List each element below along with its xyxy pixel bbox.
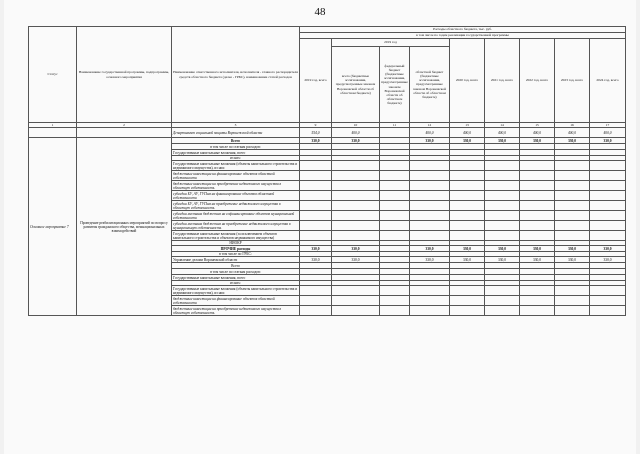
obl-budget-header: областной бюджет (бюджетные ассигнования, предусмотренные законом Воронежской области об областном бюджете) [410,47,450,123]
value-cell [520,211,555,221]
value-cell [485,191,520,201]
value-cell [450,171,485,181]
value-cell [590,296,626,306]
value-cell: 554,0 [300,128,332,138]
value-cell [520,201,555,211]
value-cell [300,296,332,306]
value-cell [300,161,332,171]
measure-name: Проведение реабилитационных мероприятий по вопросу развития гражданского общества, межнациональных взаимодействий [77,138,172,316]
value-cell [300,171,332,181]
row-label: субсидии БУ, АУ, ГУПам на приобретение недвижимого имущества в областную собственность [172,201,300,211]
value-cell [590,201,626,211]
year-2020-header: 2020 год, всего [450,39,485,123]
department-label: Департамент социальной защиты Воронежской области [172,128,300,138]
value-cell: 330,0 [555,246,590,252]
value-cell: 330,0 [485,246,520,252]
value-cell [300,231,332,241]
measure-status: Основное мероприятие 7 [29,138,77,316]
table-header [29,27,626,128]
value-cell [332,286,380,296]
year-2022-header: 2022 год, всего [520,39,555,123]
value-cell [590,231,626,241]
value-cell [332,161,380,171]
value-cell [410,231,450,241]
budget-table [28,26,626,316]
value-cell [485,181,520,191]
value-cell [450,231,485,241]
value-cell [380,171,410,181]
value-cell [450,211,485,221]
value-cell [332,181,380,191]
row-label: Государственные капитальные вложения (объекты капитального строительства и недвижимого имущества), из них: [172,161,300,171]
col-number: 9 [300,123,332,128]
value-cell [410,171,450,181]
value-cell [590,181,626,191]
year-2023-header: 2023 год, всего [555,39,590,123]
value-cell [450,181,485,191]
value-cell: 330,0 [410,257,450,263]
row-label: в том числе по статьям расходов: [172,144,300,150]
row-label: НИОКР [172,241,300,246]
value-cell [300,221,332,231]
value-cell [555,231,590,241]
value-cell [380,221,410,231]
value-cell [485,211,520,221]
program-header: Наименование государственной программы, подпрограммы, основного мероприятия [77,27,172,123]
value-cell [450,286,485,296]
value-cell [380,306,410,316]
value-cell [485,221,520,231]
row-label: из них: [172,156,300,161]
value-cell [380,231,410,241]
value-cell [380,191,410,201]
page-number: 48 [314,6,326,18]
value-cell [555,201,590,211]
col-number: 16 [555,123,590,128]
fed-source-header: всего (бюджетные ассигнования, предусмотренные законом Воронежской области об областном бюджете) [332,47,380,123]
row-label: субсидии БУ, АУ, ГУПам на финансирование объектов областной собственности [172,191,300,201]
value-cell [450,201,485,211]
value-cell: 330,0 [450,257,485,263]
value-cell [410,286,450,296]
value-cell: 330,0 [520,138,555,144]
row-label: Управление делами Воронежской области [172,257,300,263]
value-cell: 400,0 [332,128,380,138]
value-cell [520,296,555,306]
value-cell [520,286,555,296]
executor-header: Наименование ответственного исполнителя, исполнителя - главного распорядителя средств областного бюджета (далее - ГРБС), наименование статей расходов [172,27,300,123]
value-cell [520,181,555,191]
value-cell: 330,0 [590,257,626,263]
value-cell [590,286,626,296]
value-cell: 330,0 [332,138,380,144]
value-cell: 400,0 [590,128,626,138]
value-cell [590,211,626,221]
department-row [29,128,626,138]
value-cell [380,201,410,211]
value-cell [300,286,332,296]
col-number: 1 [29,123,77,128]
value-cell [485,161,520,171]
col-number: 3 [172,123,300,128]
value-cell [410,296,450,306]
value-cell [380,161,410,171]
value-cell [520,161,555,171]
value-cell [332,231,380,241]
value-cell [410,161,450,171]
value-cell [410,191,450,201]
row-label: субсидии местным бюджетам на приобретение недвижимого имущества в муниципальную собственность [172,221,300,231]
value-cell [590,161,626,171]
value-cell [590,221,626,231]
value-cell [300,211,332,221]
value-cell: 330,0 [300,138,332,144]
row-label: бюджетные инвестиции на приобретение недвижимого имущества в областную собственность [172,181,300,191]
value-cell [380,211,410,221]
value-cell [485,296,520,306]
row-label: бюджетные инвестиции на приобретение недвижимого имущества в областную собственность [172,306,300,316]
value-cell [450,306,485,316]
col-number: 13 [450,123,485,128]
year-2019-header: 2019 год [332,39,450,47]
value-cell [300,191,332,201]
value-cell: 330,0 [410,138,450,144]
document-page [4,0,636,454]
col-number: 2 [77,123,172,128]
col-number: 12 [410,123,450,128]
status-header: Статус [29,27,77,123]
value-cell [300,181,332,191]
value-cell: 330,0 [410,246,450,252]
value-cell [520,306,555,316]
value-cell [590,191,626,201]
value-cell: 330,0 [555,257,590,263]
value-cell [450,161,485,171]
row-label: Государственные капитальные вложения, всего [172,150,300,156]
value-cell: 330,0 [300,246,332,252]
value-cell: 400,0 [485,128,520,138]
value-cell: 400,0 [450,128,485,138]
value-cell [332,201,380,211]
value-cell [555,296,590,306]
value-cell [410,211,450,221]
row-label: бюджетные инвестиции на финансирование объектов областной собственности [172,171,300,181]
year-2024-header: 2024 год, всего [590,39,626,123]
row-label: ПРОЧИЕ расходы [172,246,300,252]
value-cell [332,171,380,181]
value-cell [300,306,332,316]
row-label: Государственные капитальные вложения (за исключением объектов капитального строительства и объектов недвижимого имущества) [172,231,300,241]
col-number: 11 [380,123,410,128]
value-cell: 400,0 [520,128,555,138]
value-cell [410,181,450,191]
value-cell [555,306,590,316]
fed-budget-header: федеральный бюджет (бюджетные ассигнования, предусмотренные законом Воронежской области об областном бюджете) [380,47,410,123]
table-body [29,128,626,316]
value-cell [380,286,410,296]
value-cell [555,181,590,191]
value-cell [450,296,485,306]
col-number: 14 [485,123,520,128]
row-label: Всего [172,138,300,144]
value-cell [410,306,450,316]
value-cell [380,296,410,306]
value-cell [332,221,380,231]
value-cell [485,286,520,296]
col-number: 10 [332,123,380,128]
row-label: Государственные капитальные вложения, всего [172,275,300,281]
value-cell: 330,0 [332,257,380,263]
col-number: 15 [520,123,555,128]
col-number: 17 [590,123,626,128]
value-cell: 330,0 [590,246,626,252]
value-cell [450,191,485,201]
value-cell [410,221,450,231]
value-cell [520,191,555,201]
program-cell [77,128,172,138]
row-label: бюджетные инвестиции на финансирование объектов областной собственности [172,296,300,306]
value-cell [380,128,410,138]
value-cell: 400,0 [410,128,450,138]
value-cell: 330,0 [520,246,555,252]
value-cell [485,171,520,181]
row-label: в том числе по ГРБС: [172,252,300,257]
row-label: субсидии местным бюджетам на софинансирование объектов муниципальной собственности [172,211,300,221]
value-cell [520,231,555,241]
year-2021-header: 2021 год, всего [485,39,520,123]
row-label: из них: [172,281,300,286]
value-cell [520,171,555,181]
years-header: в том числе по годам реализации государственной программы [300,33,626,39]
value-cell [555,221,590,231]
value-cell: 330,0 [300,257,332,263]
value-cell [485,231,520,241]
value-cell: 330,0 [332,246,380,252]
value-cell [300,201,332,211]
value-cell: 330,0 [520,257,555,263]
value-cell: 330,0 [450,138,485,144]
value-cell: 330,0 [450,246,485,252]
row-label: Государственные капитальные вложения (объекты капитального строительства и недвижимого имущества), из них: [172,286,300,296]
expenses-header: Расходы областного бюджета, тыс. руб. [300,27,626,33]
value-cell [332,211,380,221]
row-label: в том числе по статьям расходов: [172,269,300,275]
year-2019-total-header: 2019 год, всего [300,39,332,123]
value-cell [555,191,590,201]
value-cell [332,296,380,306]
status-cell [29,128,77,138]
value-cell [555,161,590,171]
row-label: Всего [172,263,300,269]
value-cell: 330,0 [485,257,520,263]
value-cell: 330,0 [485,138,520,144]
value-cell [485,306,520,316]
value-cell: 400,0 [555,128,590,138]
value-cell [555,211,590,221]
value-cell [410,201,450,211]
value-cell [555,286,590,296]
value-cell: 330,0 [590,138,626,144]
value-cell: 330,0 [555,138,590,144]
value-cell [485,201,520,211]
value-cell [520,221,555,231]
value-cell [332,306,380,316]
value-cell [590,171,626,181]
value-cell [555,171,590,181]
value-cell [380,181,410,191]
value-cell [590,306,626,316]
value-cell [450,221,485,231]
value-cell [332,191,380,201]
